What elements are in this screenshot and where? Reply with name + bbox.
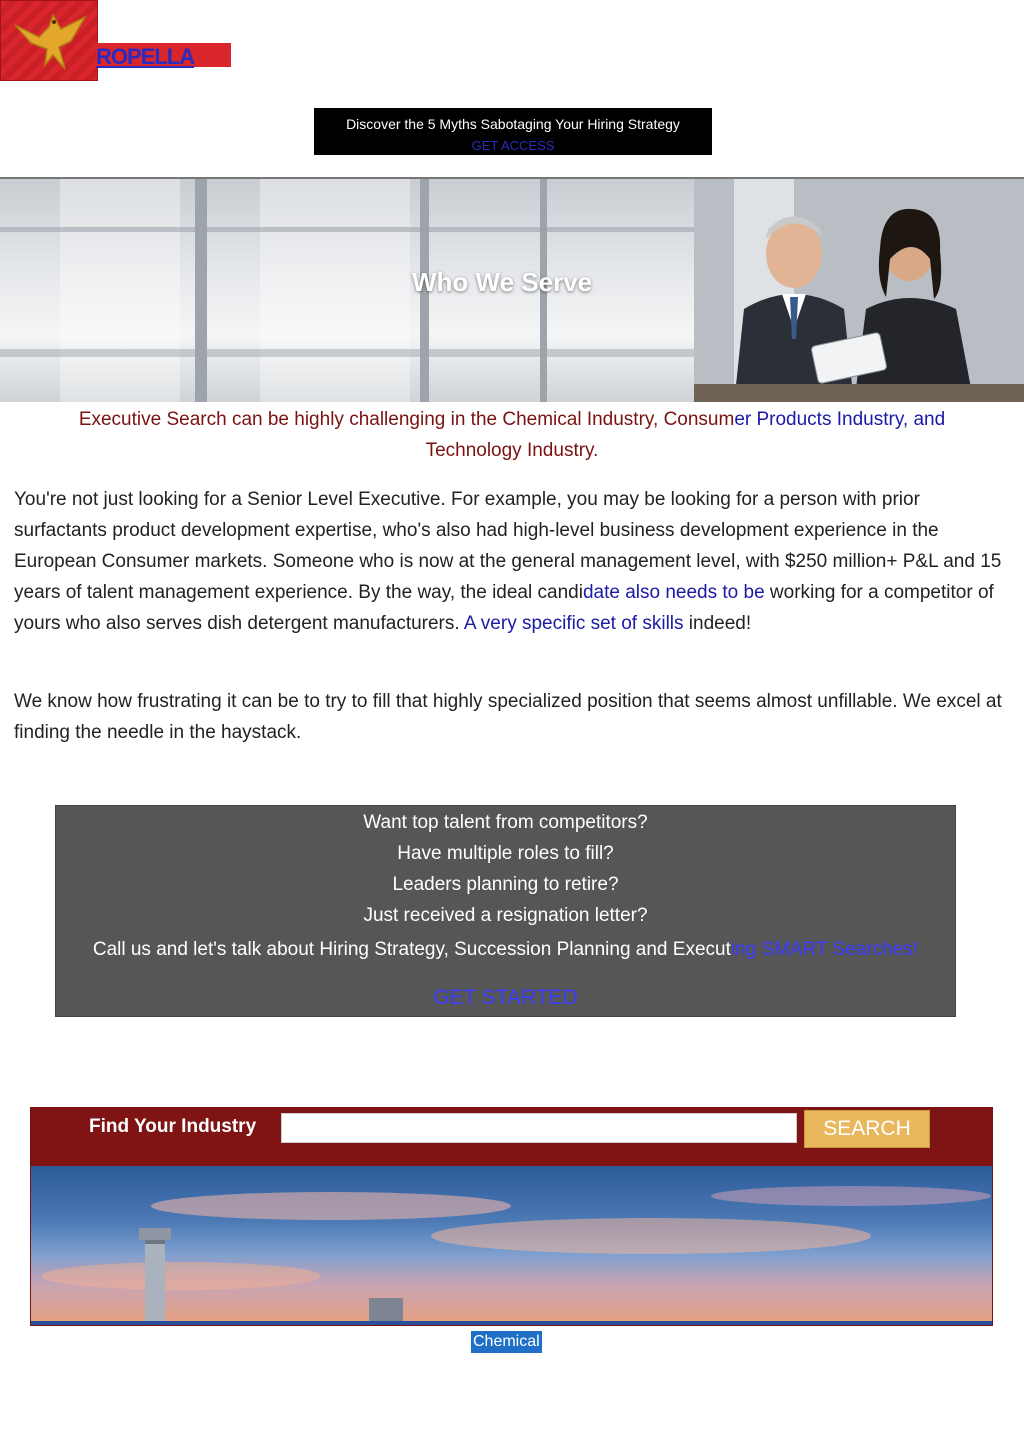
cta-line: Leaders planning to retire? <box>392 874 619 895</box>
industry-search-input[interactable] <box>281 1113 797 1143</box>
cta-line: Just received a resignation letter? <box>363 905 648 926</box>
get-access-link[interactable]: GET ACCESS <box>471 138 555 153</box>
logo[interactable] <box>0 0 98 81</box>
people-image <box>694 179 1024 402</box>
cta-line: Have multiple roles to fill? <box>397 843 614 864</box>
get-started-button[interactable]: GET STARTED <box>433 986 578 1009</box>
intro-text: Executive Search can be highly challenging in the Chemical Industry, Consumer Products Industry, and Technology Industry. <box>78 409 946 461</box>
intro-link[interactable]: er Products Industry, and <box>734 409 946 430</box>
cta-call-text: Call us and let's talk about Hiring Strategy, Succession Planning and Executing SMART Searches! <box>92 939 919 960</box>
industry-option-chemical[interactable]: Chemical <box>471 1331 542 1353</box>
industry-label: Find Your Industry <box>89 1116 257 1137</box>
promo-text: Discover the 5 Myths Sabotaging Your Hiring Strategy <box>346 116 680 132</box>
cta-box <box>55 805 956 1017</box>
hero-banner <box>0 177 1024 402</box>
industry-search-bar <box>31 1108 993 1166</box>
search-button[interactable]: SEARCH <box>804 1110 930 1148</box>
body-paragraph-1: You're not just looking for a Senior Level Executive. For example, you may be looking for a person with prior surfactants product development expertise, who's also had high-level business development experience in the European Consumer markets. Someone who is now at the general management level, with $250 million+ P&L and 15 years of talent management experience. By the way, the ideal candidate also needs to be working for a competitor of yours who also serves dish detergent manufacturers. A very specific set of skills indeed! <box>14 489 1002 634</box>
industry-image <box>31 1166 993 1325</box>
hero-title: Who We Serve <box>412 267 593 297</box>
smart-searches-link[interactable]: ing SMART Searches! <box>730 939 919 960</box>
body-link-1[interactable]: date also needs to be <box>582 582 765 603</box>
body-paragraph-2: We know how frustrating it can be to try to fill that highly specialized position that seems almost unfillable. We excel at finding the needle in the haystack. <box>14 691 1002 743</box>
cta-line: Want top talent from competitors? <box>363 812 648 833</box>
eagle-icon <box>9 7 91 77</box>
logo-link[interactable]: ROPELLA <box>96 44 195 69</box>
industry-search-widget <box>30 1107 993 1326</box>
promo-banner <box>314 108 712 155</box>
skills-link[interactable]: A very specific set of skills <box>463 613 684 634</box>
